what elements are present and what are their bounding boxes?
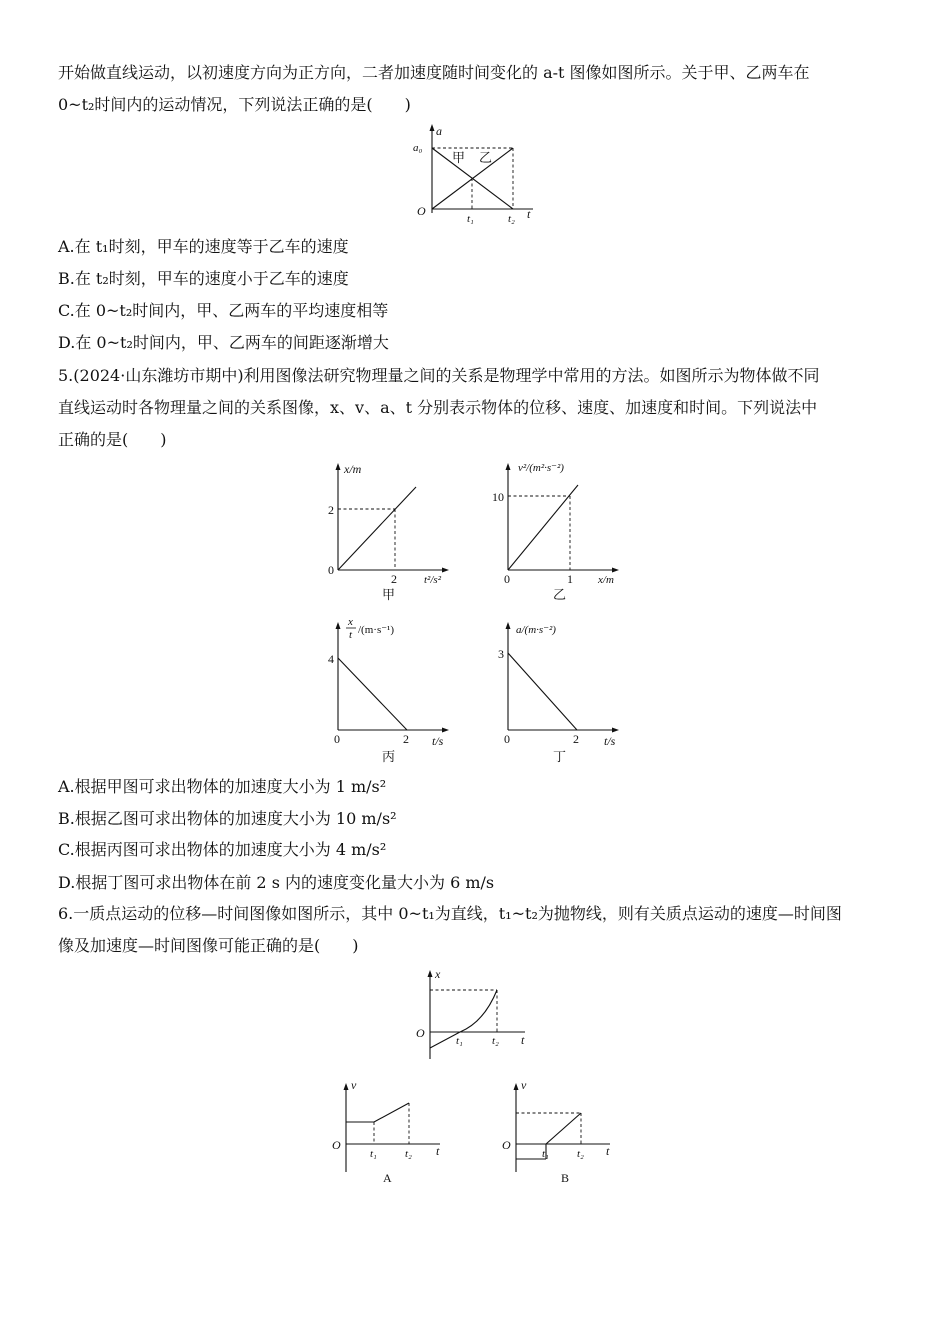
q6-a-v-label: v [351,1078,357,1092]
q5-yi-origin: 0 [504,572,510,586]
q4-t-label: t [527,207,531,221]
q5-ding-y-arrow-icon [506,622,511,629]
q5-ding-line [508,653,577,730]
q4-stem-line-1: 开始做直线运动，以初速度方向为正方向，二者加速度随时间变化的 a-t 图像如图所示。关于甲、乙两车在 [58,63,810,82]
q5-yi-y-arrow-icon [506,463,511,470]
q6-a-t-label: t [436,1144,440,1158]
q6-a-origin: O [332,1138,341,1152]
q5-yi-line [508,485,578,570]
q4-origin-label: O [417,204,426,218]
q4-option-c: C.在 0~t₂时间内，甲、乙两车的平均速度相等 [58,301,389,320]
q5-graph-jia [320,455,460,605]
q6-b-t2: t₂ [577,1148,584,1160]
q4-option-d: D.在 0~t₂时间内，甲、乙两车的间距逐渐增大 [58,333,389,352]
q6-a-t2: t₂ [405,1148,412,1160]
q5-option-a: A.根据甲图可求出物体的加速度大小为 1 m/s² [58,777,387,796]
q6-xt-parabola [460,990,497,1032]
q6-b-y-arrow-icon [514,1083,519,1090]
q5-yi-x-tick: 1 [567,572,573,586]
q4-y-arrow-icon [430,124,435,131]
q5-bing-x-label: t/s [432,734,444,748]
q4-yi-label: 乙 [479,150,493,165]
q5-option-c: C.根据丙图可求出物体的加速度大小为 4 m/s² [58,840,387,859]
q5-bing-x-tick: 2 [403,732,409,746]
q5-graph-ding [490,612,640,767]
q6-graph-a [328,1075,453,1190]
q5-jia-caption: 甲 [382,587,396,602]
q5-bing-frac-num: x [348,616,353,628]
q6-stem-line-1: 6.一质点运动的位移—时间图像如图所示，其中 0~t₁为直线，t₁~t₂为抛物线，则有关质点运动的速度—时间图 [58,904,842,923]
q4-jia-label: 甲 [452,150,466,165]
q5-stem-line-2: 直线运动时各物理量之间的关系图像，x、v、a、t 分别表示物体的位移、速度、加速度和时间。下列说法中 [58,398,818,417]
q6-xt-graph [412,962,542,1064]
q6-a-rising-segment [374,1103,409,1122]
q5-bing-y-label: /(m·s⁻¹) [358,624,394,636]
q5-jia-y-arrow-icon [336,463,341,470]
q6-xt-y-arrow-icon [428,970,433,977]
q5-yi-caption: 乙 [553,587,567,602]
q4-a-label: a [436,124,442,138]
q5-bing-frac-den: t [349,629,353,641]
q5-jia-x-tick: 2 [391,572,397,586]
q5-ding-x-label: t/s [604,734,616,748]
q5-jia-y-label: x/m [344,462,362,476]
q5-ding-y-tick: 3 [498,647,504,661]
q5-jia-origin: 0 [328,563,334,577]
q5-bing-y-arrow-icon [336,622,341,629]
q5-option-d: D.根据丁图可求出物体在前 2 s 内的速度变化量大小为 6 m/s [58,873,495,892]
q6-a-caption: A [383,1171,392,1185]
q5-ding-x-arrow-icon [612,728,619,733]
q4-option-a: A.在 t₁时刻，甲车的速度等于乙车的速度 [58,237,349,256]
q6-xt-x-label: x [435,967,441,981]
q6-b-v-label: v [521,1078,527,1092]
q4-t1-label: t₁ [467,213,474,225]
q5-jia-y-tick: 2 [328,503,334,517]
q5-bing-y-tick: 4 [328,652,334,666]
q5-graph-yi [490,455,640,605]
q6-b-t-label: t [606,1144,610,1158]
q4-a0-label: a₀ [413,142,423,154]
q5-jia-x-label: t²/s² [424,574,441,586]
q5-ding-y-label: a/(m·s⁻²) [516,624,556,636]
q5-option-b: B.根据乙图可求出物体的加速度大小为 10 m/s² [58,809,397,828]
q5-yi-y-tick: 10 [492,490,504,504]
q6-xt-t-label: t [521,1033,525,1047]
q5-yi-x-label: x/m [598,574,614,586]
q6-b-origin: O [502,1138,511,1152]
q6-b-t1: t₁ [542,1148,549,1160]
q6-xt-t1: t₁ [456,1035,463,1047]
q6-xt-origin: O [416,1026,425,1040]
q4-option-b: B.在 t₂时刻，甲车的速度小于乙车的速度 [58,269,349,288]
q4-at-graph [405,120,545,225]
q6-a-t1: t₁ [370,1148,377,1160]
q4-stem-line-2: 0~t₂时间内的运动情况，下列说法正确的是( ) [58,95,411,114]
q5-jia-line [338,487,416,570]
q6-stem-line-2: 像及加速度—时间图像可能正确的是( ) [58,936,359,955]
q6-xt-t2: t₂ [492,1035,499,1047]
q5-graph-bing [320,612,470,767]
q5-bing-x-arrow-icon [442,728,449,733]
q5-jia-x-arrow-icon [442,568,449,573]
q5-yi-y-label: v²/(m²·s⁻²) [518,462,564,474]
q5-stem-line-3: 正确的是( ) [58,430,167,449]
q5-yi-x-arrow-icon [612,568,619,573]
q4-t2-label: t₂ [508,213,515,225]
q5-bing-origin: 0 [334,732,340,746]
q5-ding-caption: 丁 [553,749,567,764]
q6-a-y-arrow-icon [344,1083,349,1090]
q5-stem-line-1: 5.(2024·山东潍坊市期中)利用图像法研究物理量之间的关系是物理学中常用的方法。如图所示为物体做不同 [58,366,820,385]
q5-ding-x-tick: 2 [573,732,579,746]
q6-b-caption: B [561,1171,570,1185]
q6-b-rising-segment [546,1113,581,1144]
q6-graph-b [498,1075,623,1190]
q5-bing-caption: 丙 [382,749,396,764]
q5-ding-origin: 0 [504,732,510,746]
q5-bing-line [338,658,407,730]
